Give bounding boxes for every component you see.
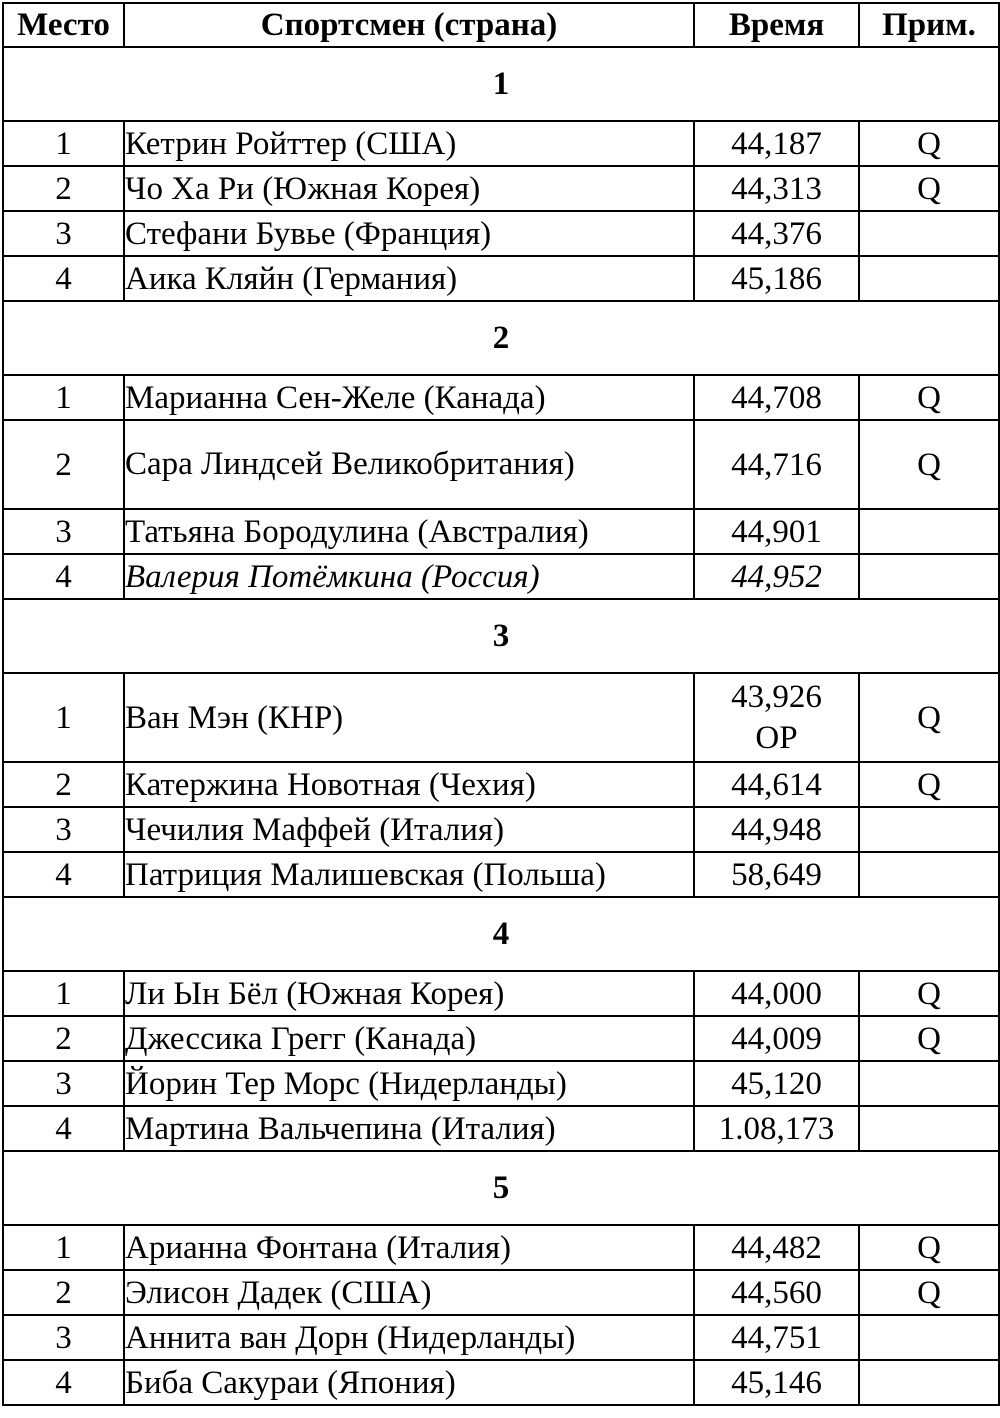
time-cell: 44,187 — [694, 121, 859, 166]
athlete-cell: Ван Мэн (КНР) — [124, 673, 694, 762]
place-cell: 1 — [3, 375, 124, 420]
note-cell — [859, 807, 999, 852]
athlete-cell: Катержина Новотная (Чехия) — [124, 762, 694, 807]
time-cell: 44,751 — [694, 1315, 859, 1360]
place-cell: 4 — [3, 1106, 124, 1151]
time-cell: 44,952 — [694, 554, 859, 599]
note-cell — [859, 1106, 999, 1151]
record-mark: ОР — [755, 719, 798, 756]
table-row — [3, 1016, 999, 1061]
table-row — [3, 166, 999, 211]
time-cell: 44,009 — [694, 1016, 859, 1061]
note-cell: Q — [859, 971, 999, 1016]
table-row — [3, 971, 999, 1016]
time-cell: 45,146 — [694, 1360, 859, 1405]
time-cell: 45,186 — [694, 256, 859, 301]
time-cell: 1.08,173 — [694, 1106, 859, 1151]
place-cell: 1 — [3, 1225, 124, 1270]
note-cell: Q — [859, 1270, 999, 1315]
note-cell: Q — [859, 673, 999, 762]
table-row — [3, 1106, 999, 1151]
athlete-cell: Элисон Дадек (США) — [124, 1270, 694, 1315]
time-cell: 44,376 — [694, 211, 859, 256]
header-row — [3, 3, 999, 47]
table-row — [3, 807, 999, 852]
table-row — [3, 211, 999, 256]
results-table — [2, 2, 1000, 1406]
note-cell — [859, 1315, 999, 1360]
heat-label: 3 — [3, 599, 999, 673]
heat-label: 1 — [3, 47, 999, 121]
heat-header — [3, 1151, 999, 1225]
table-row — [3, 121, 999, 166]
place-cell: 2 — [3, 1016, 124, 1061]
athlete-cell: Стефани Бувье (Франция) — [124, 211, 694, 256]
place-cell: 1 — [3, 971, 124, 1016]
time-cell: 44,482 — [694, 1225, 859, 1270]
place-cell: 4 — [3, 852, 124, 897]
athlete-cell: Арианна Фонтана (Италия) — [124, 1225, 694, 1270]
heat-header — [3, 47, 999, 121]
heat-label: 5 — [3, 1151, 999, 1225]
place-cell: 1 — [3, 121, 124, 166]
time-cell: 44,901 — [694, 509, 859, 554]
heat-header — [3, 897, 999, 971]
note-cell: Q — [859, 375, 999, 420]
note-cell — [859, 1061, 999, 1106]
heat-header — [3, 301, 999, 375]
note-cell: Q — [859, 762, 999, 807]
time-cell: 45,120 — [694, 1061, 859, 1106]
heat-label: 2 — [3, 301, 999, 375]
time-cell: 44,716 — [694, 420, 859, 509]
athlete-cell: Аика Кляйн (Германия) — [124, 256, 694, 301]
table-row — [3, 1315, 999, 1360]
athlete-cell: Чечилия Маффей (Италия) — [124, 807, 694, 852]
place-cell: 4 — [3, 256, 124, 301]
athlete-cell: Мартина Вальчепина (Италия) — [124, 1106, 694, 1151]
place-cell: 4 — [3, 1360, 124, 1405]
table-row — [3, 1270, 999, 1315]
athlete-cell: Сара Линдсей Великобритания) — [124, 420, 694, 509]
note-cell — [859, 211, 999, 256]
note-cell: Q — [859, 420, 999, 509]
place-cell: 3 — [3, 1061, 124, 1106]
time-cell: 44,560 — [694, 1270, 859, 1315]
note-cell: Q — [859, 166, 999, 211]
place-cell: 1 — [3, 673, 124, 762]
time-value: 43,926 — [731, 678, 822, 715]
time-cell: 44,313 — [694, 166, 859, 211]
note-cell: Q — [859, 121, 999, 166]
athlete-cell: Кетрин Ройттер (США) — [124, 121, 694, 166]
place-cell: 2 — [3, 762, 124, 807]
place-cell: 3 — [3, 509, 124, 554]
athlete-cell: Патриция Малишевская (Польша) — [124, 852, 694, 897]
place-cell: 3 — [3, 211, 124, 256]
time-cell: 44,708 — [694, 375, 859, 420]
place-cell: 2 — [3, 166, 124, 211]
time-cell: 44,948 — [694, 807, 859, 852]
place-cell: 2 — [3, 420, 124, 509]
time-cell: 58,649 — [694, 852, 859, 897]
table-row — [3, 1061, 999, 1106]
header-athlete: Спортсмен (страна) — [124, 3, 694, 47]
athlete-cell: Биба Сакураи (Япония) — [124, 1360, 694, 1405]
header-note: Прим. — [859, 3, 999, 47]
table-row — [3, 420, 999, 509]
time-cell: 44,614 — [694, 762, 859, 807]
heat-header — [3, 599, 999, 673]
time-cell: 44,000 — [694, 971, 859, 1016]
note-cell — [859, 256, 999, 301]
athlete-cell: Марианна Сен-Желе (Канада) — [124, 375, 694, 420]
header-time: Время — [694, 3, 859, 47]
place-cell: 3 — [3, 1315, 124, 1360]
athlete-cell: Аннита ван Дорн (Нидерланды) — [124, 1315, 694, 1360]
athlete-cell: Валерия Потёмкина (Россия) — [124, 554, 694, 599]
athlete-cell: Татьяна Бородулина (Австралия) — [124, 509, 694, 554]
athlete-cell: Йорин Тер Морс (Нидерланды) — [124, 1061, 694, 1106]
note-cell — [859, 852, 999, 897]
table-row — [3, 375, 999, 420]
athlete-cell: Чо Ха Ри (Южная Корея) — [124, 166, 694, 211]
note-cell — [859, 1360, 999, 1405]
table-row — [3, 673, 999, 762]
table-row — [3, 554, 999, 599]
note-cell: Q — [859, 1016, 999, 1061]
table-row — [3, 1225, 999, 1270]
table-row — [3, 1360, 999, 1405]
table-row — [3, 852, 999, 897]
note-cell — [859, 554, 999, 599]
athlete-cell: Ли Ын Бёл (Южная Корея) — [124, 971, 694, 1016]
table-row — [3, 256, 999, 301]
heat-label: 4 — [3, 897, 999, 971]
table-row — [3, 509, 999, 554]
time-cell — [694, 673, 859, 762]
place-cell: 4 — [3, 554, 124, 599]
note-cell: Q — [859, 1225, 999, 1270]
athlete-cell: Джессика Грегг (Канада) — [124, 1016, 694, 1061]
place-cell: 3 — [3, 807, 124, 852]
note-cell — [859, 509, 999, 554]
place-cell: 2 — [3, 1270, 124, 1315]
header-place: Место — [3, 3, 124, 47]
table-row — [3, 762, 999, 807]
